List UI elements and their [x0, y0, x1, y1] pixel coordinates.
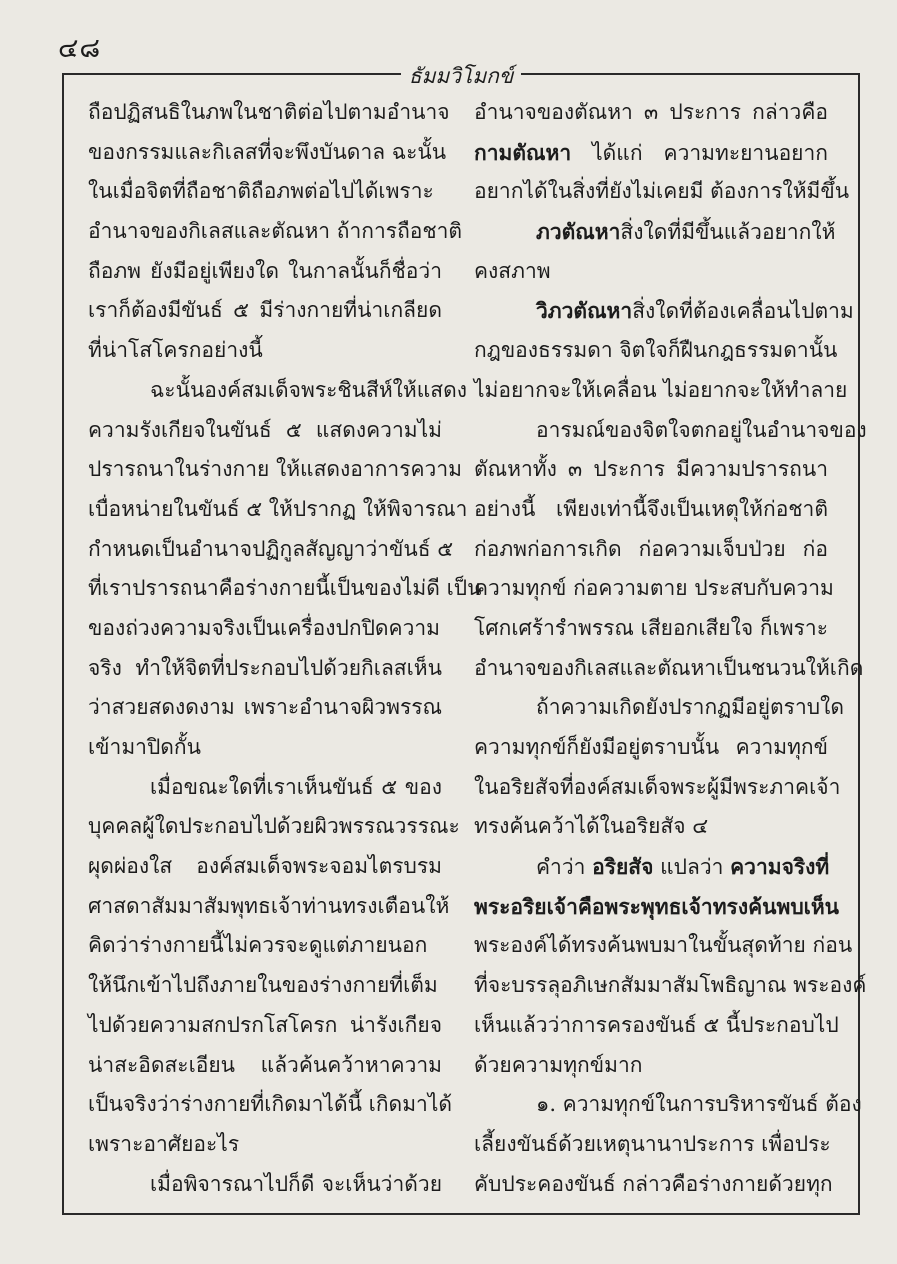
- text-line: จริง ทำให้จิตที่ประกอบไปด้วยกิเลสเห็น: [88, 655, 442, 680]
- text-line: [474, 1125, 831, 1165]
- text-run: กฎของธรรมดา จิตใจก็ฝืนกฎธรรมดานั้น: [474, 338, 838, 363]
- text-run: ตัณหาทั้ง ๓ ประการ มีความปรารถนา: [474, 457, 828, 482]
- page-frame: [62, 64, 867, 1215]
- text-line: [474, 807, 828, 847]
- text-line: เข้ามาปิดกั้น: [88, 735, 201, 759]
- text-run: สิ่งใดที่มีขึ้นแล้วอยากให้: [620, 220, 836, 245]
- text-line: บุคคลผู้ใดประกอบไปด้วยผิวพรรณวรรณะ: [88, 814, 460, 839]
- text-line: [474, 490, 828, 530]
- text-line: [474, 331, 838, 371]
- text-line: [474, 172, 850, 212]
- text-line: ที่น่าโสโครกอย่างนี้: [88, 338, 263, 363]
- text-run: ความทุกข์ ก่อความตาย ประสบกับความ: [474, 576, 834, 601]
- text-run: อย่างนี้ เพียงเท่านี้จึงเป็นเหตุให้ก่อชาติ: [474, 496, 828, 521]
- text-run: พระองค์ได้ทรงค้นพบมาในขั้นสุดท้าย ก่อน: [474, 933, 853, 958]
- text-run: อำนาจของกิเลสและตัณหาเป็นชนวนให้เกิด: [474, 655, 864, 680]
- text-line: เมื่อขณะใดที่เราเห็นขันธ์ ๕ ของ: [150, 774, 442, 799]
- text-run: เห็นแล้วว่าการครองขันธ์ ๕ นี้ประกอบไป: [474, 1012, 839, 1037]
- text-line: ของถ่วงความจริงเป็นเครื่องปกปิดความ: [88, 615, 441, 640]
- text-line: [474, 1085, 862, 1125]
- bold-term: พระอริยเจ้าคือพระพุทธเจ้าทรงค้นพบเห็น: [474, 893, 840, 919]
- text-line: [474, 688, 844, 728]
- text-line: [474, 887, 840, 927]
- text-line: [474, 966, 867, 1006]
- text-run: ทรงค้นคว้าได้ในอริยสัจ ๔: [474, 814, 709, 839]
- text-line: ว่าสวยสดงดงาม เพราะอำนาจผิวพรรณ: [88, 695, 442, 720]
- text-run: ถ้าความเกิดยังปรากฏมีอยู่ตราบใด: [536, 695, 844, 720]
- bold-term: ความจริงที่: [730, 854, 830, 880]
- text-run: ไม่อยากจะให้เคลื่อน ไม่อยากจะให้ทำลาย: [474, 377, 848, 402]
- text-line: [474, 133, 828, 173]
- text-line: [474, 291, 854, 331]
- text-line: ปรารถนาในร่างกาย ให้แสดงอาการความ: [88, 457, 462, 482]
- text-run: แปลว่า: [653, 855, 731, 880]
- text-line: กำหนดเป็นอำนาจปฏิกูลสัญญาว่าขันธ์ ๕: [88, 536, 454, 561]
- text-run: ๑. ความทุกข์ในการบริหารขันธ์ ต้อง: [536, 1092, 862, 1117]
- text-line: ให้นึกเข้าไปถึงภายในของร่างกายที่เต็ม: [88, 973, 438, 998]
- bold-term: อริยสัจ: [592, 854, 654, 880]
- page-number: ๔๘: [58, 33, 102, 64]
- text-line: [474, 609, 828, 649]
- text-line: [474, 93, 828, 133]
- bold-term: กามตัณหา: [474, 139, 572, 165]
- text-run: อารมณ์ของจิตใจตกอยู่ในอำนาจของ: [536, 417, 867, 442]
- text-line: ถือภพ ยังมีอยู่เพียงใด ในกาลนั้นก็ชื่อว่า: [88, 258, 442, 283]
- running-header: [64, 60, 858, 93]
- text-line: [474, 768, 841, 808]
- bold-term: วิภวตัณหา: [536, 298, 633, 324]
- left-text-column: [88, 93, 482, 1204]
- text-line: เบื่อหน่ายในขันธ์ ๕ ให้ปรากฏ ให้พิจารณา: [88, 496, 468, 521]
- text-line: ศาสดาสัมมาสัมพุทธเจ้าท่านทรงเตือนให้: [88, 893, 450, 918]
- text-line: [474, 450, 828, 490]
- text-line: [474, 847, 828, 887]
- text-run: ในอริยสัจที่องค์สมเด็จพระผู้มีพระภาคเจ้า: [474, 774, 841, 799]
- text-run: ก่อภพก่อการเกิด ก่อความเจ็บป่วย ก่อ: [474, 536, 828, 561]
- text-line: อำนาจของกิเลสและตัณหา ถ้าการถือชาติ: [88, 219, 463, 244]
- text-line: เมื่อพิจารณาไปก็ดี จะเห็นว่าด้วย: [150, 1171, 442, 1196]
- text-line: ผุดผ่องใส องค์สมเด็จพระจอมไตรบรม: [88, 854, 442, 879]
- text-line: เราก็ต้องมีขันธ์ ๕ มีร่างกายที่น่าเกลียด: [88, 298, 442, 323]
- text-line: ถือปฏิสนธิในภพในชาติต่อไปตามอำนาจ: [88, 100, 450, 124]
- text-line: ฉะนั้นองค์สมเด็จพระชินสีห์ให้แสดง: [150, 377, 467, 402]
- text-line: เพราะอาศัยอะไร: [88, 1131, 240, 1156]
- text-line: [474, 212, 836, 252]
- text-line: ไปด้วยความสกปรกโสโครก น่ารังเกียจ: [88, 1012, 442, 1037]
- text-run: ได้แก่ ความทะยานอยาก: [571, 140, 828, 165]
- text-line: [474, 530, 828, 570]
- text-run: คงสภาพ: [474, 258, 551, 283]
- text-line: [474, 1046, 828, 1086]
- text-line: ความรังเกียจในขันธ์ ๕ แสดงความไม่: [88, 417, 442, 442]
- text-run: สิ่งใดที่ต้องเคลื่อนไปตาม: [632, 299, 854, 324]
- text-line: [474, 649, 864, 689]
- text-line: [474, 569, 834, 609]
- text-run: ด้วยความทุกข์มาก: [474, 1052, 643, 1077]
- text-line: ของกรรมและกิเลสที่จะพึงบันดาล ฉะนั้น: [88, 139, 447, 164]
- text-run: ที่จะบรรลุอภิเษกสัมมาสัมโพธิญาณ พระองค์: [474, 973, 867, 998]
- text-line: [474, 926, 853, 966]
- right-text-column: [474, 93, 867, 1204]
- text-line: ในเมื่อจิตที่ถือชาติถือภพต่อไปได้เพราะ: [88, 179, 434, 204]
- text-line: [474, 1165, 833, 1205]
- text-line: [474, 411, 867, 451]
- bold-term: ภวตัณหา: [536, 219, 621, 245]
- text-line: [474, 728, 828, 768]
- text-run: อยากได้ในสิ่งที่ยังไม่เคยมี ต้องการให้มีขึ้น: [474, 179, 850, 204]
- text-line: น่าสะอิดสะเอียน แล้วค้นคว้าหาความ: [88, 1052, 442, 1077]
- text-run: ความทุกข์ก็ยังมีอยู่ตราบนั้น ความทุกข์: [474, 735, 828, 759]
- running-header-title: ธัมมวิโมกข์: [401, 64, 522, 88]
- text-run: คำว่า: [536, 855, 593, 880]
- text-line: เป็นจริงว่าร่างกายที่เกิดมาได้นี้ เกิดมาได้: [88, 1092, 453, 1117]
- text-line: [474, 252, 828, 292]
- text-line: [474, 371, 848, 411]
- text-run: คับประคองขันธ์ กล่าวคือร่างกายด้วยทุก: [474, 1171, 833, 1196]
- text-line: ที่เราปรารถนาคือร่างกายนี้เป็นของไม่ดี เป็น: [88, 576, 482, 601]
- text-run: เลี้ยงขันธ์ด้วยเหตุนานาประการ เพื่อประ: [474, 1131, 831, 1156]
- text-line: [474, 1006, 839, 1046]
- text-run: โศกเศร้ารำพรรณ เสียอกเสียใจ ก็เพราะ: [474, 615, 828, 640]
- text-run: อำนาจของตัณหา ๓ ประการ กล่าวคือ: [474, 100, 828, 124]
- text-line: คิดว่าร่างกายนี้ไม่ควรจะดูแต่ภายนอก: [88, 933, 428, 958]
